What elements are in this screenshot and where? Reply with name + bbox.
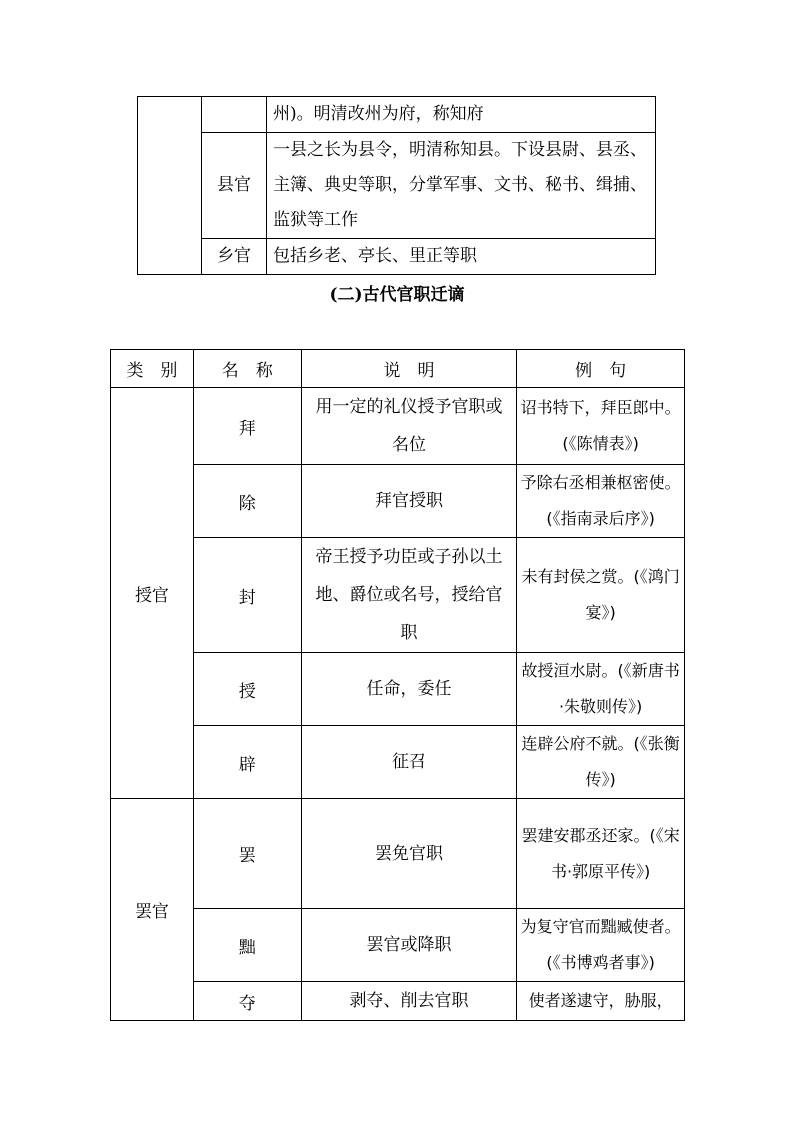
main-table	[110, 349, 685, 1021]
name-cell	[202, 97, 267, 133]
section-title: (二)古代官职迁谪	[329, 285, 465, 305]
table-row	[111, 909, 685, 982]
table-row	[111, 799, 685, 909]
name-cell: 拜	[193, 388, 301, 465]
table-row	[138, 97, 656, 133]
header-cell: 说 明	[301, 350, 517, 388]
table-row	[138, 239, 656, 275]
example-cell: 诏书特下，拜臣郎中。(《陈情表》)	[517, 388, 685, 465]
name-cell: 辟	[193, 726, 301, 799]
table-row	[111, 982, 685, 1021]
desc-cell: 罢免官职	[301, 799, 517, 909]
desc-cell: 剥夺、削去官职	[301, 982, 517, 1021]
example-cell: 未有封侯之赏。(《鸿门宴》)	[517, 538, 685, 653]
example-cell: 连辟公府不就。(《张衡传》)	[517, 726, 685, 799]
name-cell: 罢	[193, 799, 301, 909]
desc-cell: 包括乡老、亭长、里正等职	[267, 239, 656, 275]
desc-cell: 州)。明清改州为府，称知府	[267, 97, 656, 133]
header-cell: 类 别	[111, 350, 194, 388]
category-cell	[138, 97, 202, 275]
desc-cell: 征召	[301, 726, 517, 799]
table-row	[138, 133, 656, 239]
desc-cell: 罢官或降职	[301, 909, 517, 982]
name-cell: 授	[193, 653, 301, 726]
desc-cell: 一县之长为县令，明清称知县。下设县尉、县丞、主簿、典史等职，分掌军事、文书、秘书、缉捕、监狱等工作	[267, 133, 656, 239]
name-cell: 黜	[193, 909, 301, 982]
table-row	[111, 538, 685, 653]
name-cell: 县官	[202, 133, 267, 239]
desc-cell: 拜官授职	[301, 465, 517, 538]
header-row	[111, 350, 685, 388]
name-cell: 夺	[193, 982, 301, 1021]
table-row	[111, 653, 685, 726]
example-cell: 罢建安郡丞还家。(《宋书·郭原平传》)	[517, 799, 685, 909]
desc-cell: 任命，委任	[301, 653, 517, 726]
name-cell: 封	[193, 538, 301, 653]
category-cell: 授官	[111, 388, 194, 799]
desc-cell: 用一定的礼仪授予官职或名位	[301, 388, 517, 465]
category-cell: 罢官	[111, 799, 194, 1021]
desc-cell: 帝王授予功臣或子孙以土地、爵位或名号，授给官职	[301, 538, 517, 653]
example-cell: 予除右丞相兼枢密使。(《指南录后序》)	[517, 465, 685, 538]
table-row	[111, 726, 685, 799]
table-row	[111, 465, 685, 538]
table-row	[111, 388, 685, 465]
header-cell: 例 句	[517, 350, 685, 388]
example-cell: 使者遂逮守，胁服，	[517, 982, 685, 1021]
example-cell: 故授洹水尉。(《新唐书·朱敬则传》)	[517, 653, 685, 726]
top-table	[137, 96, 656, 275]
name-cell: 乡官	[202, 239, 267, 275]
header-cell: 名 称	[193, 350, 301, 388]
example-cell: 为复守官而黜臧使者。(《书博鸡者事》)	[517, 909, 685, 982]
name-cell: 除	[193, 465, 301, 538]
